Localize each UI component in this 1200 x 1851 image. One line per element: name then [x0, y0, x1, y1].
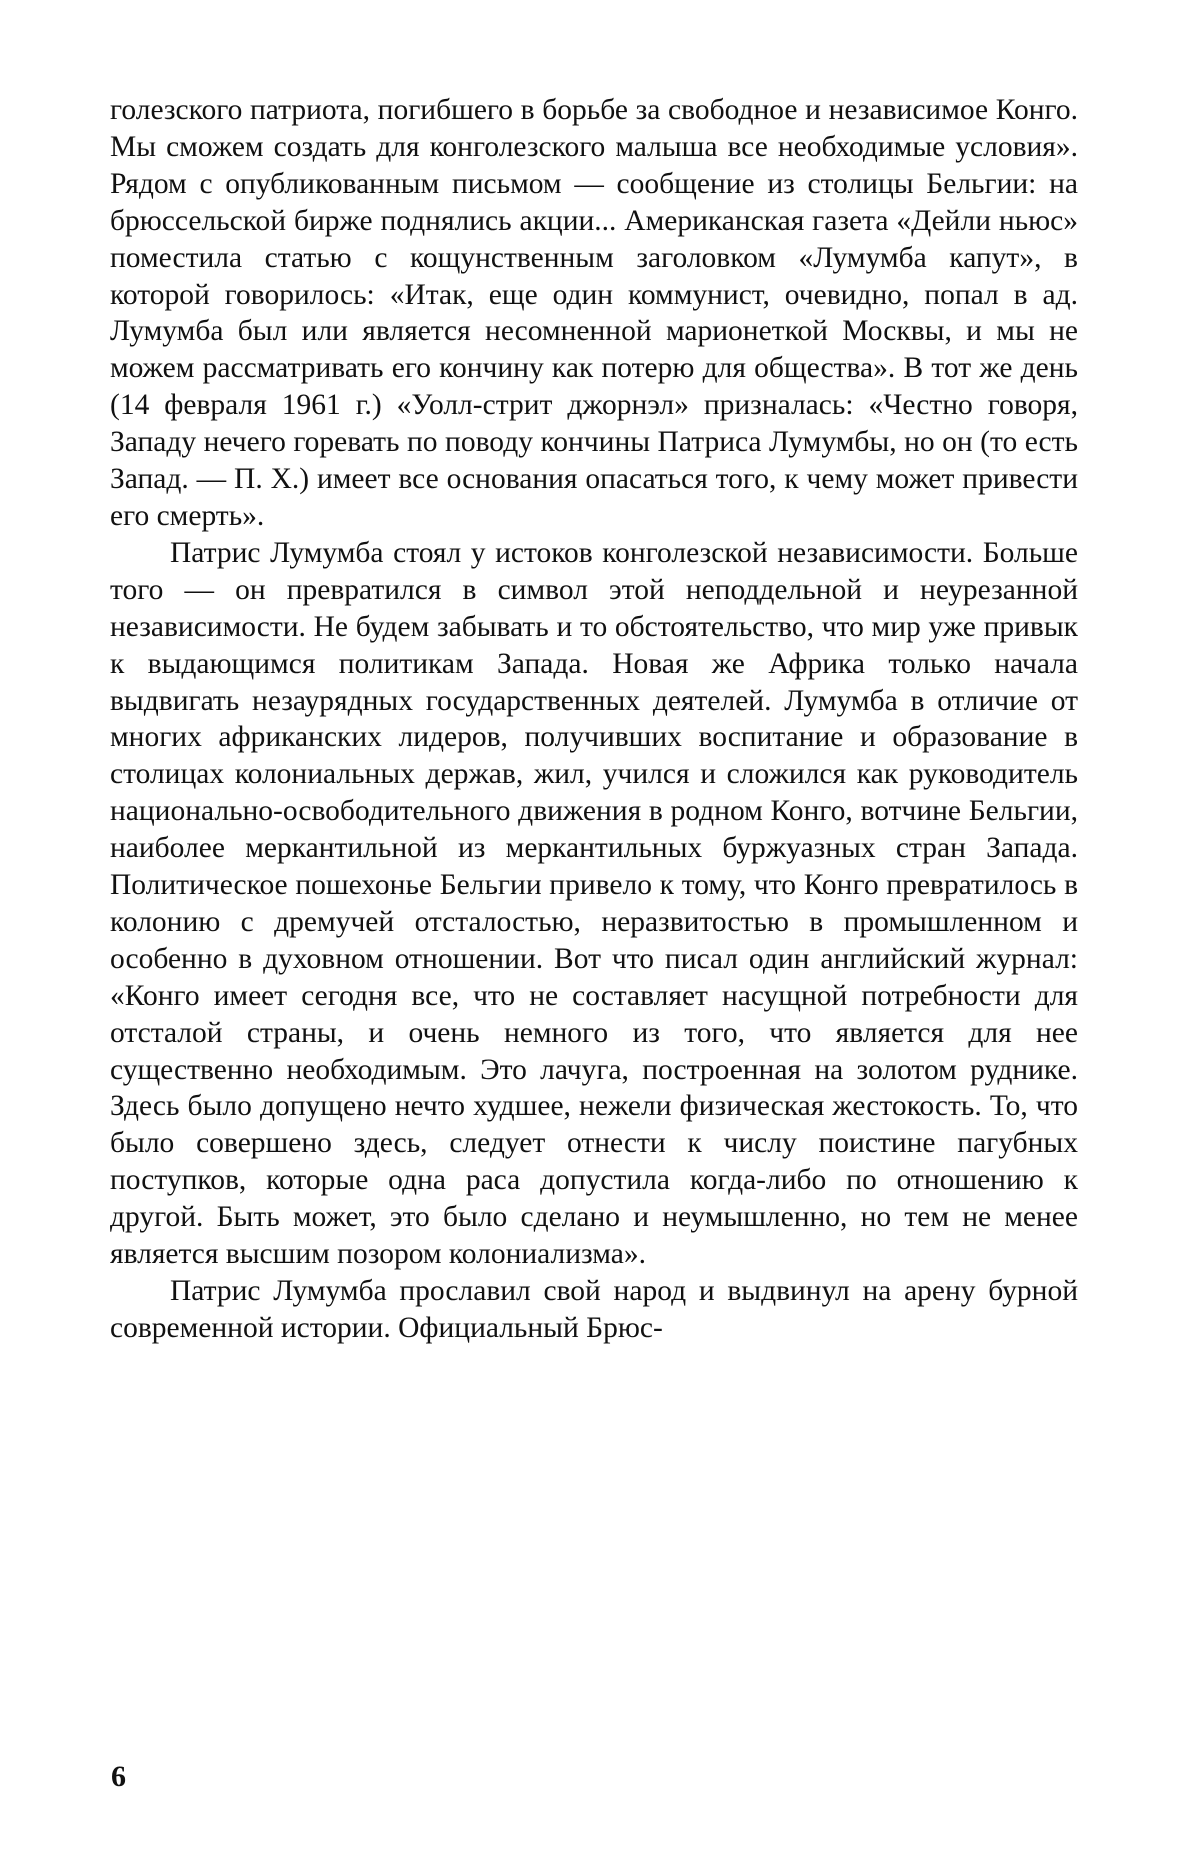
paragraph-3: Патрис Лумумба прославил свой народ и выдвинул на арену бурной современной истории. Официальный Брюс-: [110, 1275, 1078, 1344]
body-text: [110, 92, 1078, 1347]
paragraph-1: голезского патриота, погибшего в борьбе за свободное и независимое Конго. Мы сможем создать для конголезского малыша все необходимые условия». Рядом с опубликованным письмом — сообщение из столицы Бельгии: на брюссельской бирже поднялись акции... Американская газета «Дейли ньюс» поместила статью с кощунственным заголовком «Лумумба капут», в которой говорилось: «Итак, еще один коммунист, очевидно, попал в ад. Лумумба был или является несомненной марионеткой Москвы, и мы не можем рассматривать его кончину как потерю для общества». В тот же день (14 февраля 1961 г.) «Уолл-стрит джорнэл» призналась: «Честно говоря, Западу нечего горевать по поводу кончины Патриса Лумумбы, но он (то есть Запад. — П. Х.) имеет все основания опасаться того, к чему может привести его смерть».: [110, 94, 1078, 532]
paragraph-2: Патрис Лумумба стоял у истоков конголезской независимости. Больше того — он превратился в символ этой неподдельной и неурезанной независимости. Не будем забывать и то обстоятельство, что мир уже привык к выдающимся политикам Запада. Новая же Африка только начала выдвигать незаурядных государственных деятелей. Лумумба в отличие от многих африканских лидеров, получивших воспитание и образование в столицах колониальных держав, жил, учился и сложился как руководитель национально-освободительного движения в родном Конго, вотчине Бельгии, наиболее меркантильной из меркантильных буржуазных стран Запада. Политическое пошехонье Бельгии привело к тому, что Конго превратилось в колонию с дремучей отсталостью, неразвитостью в промышленном и особенно в духовном отношении. Вот что писал один английский журнал: «Конго имеет сегодня все, что не составляет насущной потребности для отсталой страны, и очень немного из того, что является для нее существенно необходимым. Это лачуга, построенная на золотом руднике. Здесь было допущено нечто худшее, нежели физическая жестокость. То, что было совершено здесь, следует отнести к числу поистине пагубных поступков, которые одна раса допустила когда-либо по отношению к другой. Быть может, это было сделано и неумышленно, но тем не менее является высшим позором колониализма».: [110, 536, 1078, 1271]
page-number: 6: [111, 1760, 126, 1793]
